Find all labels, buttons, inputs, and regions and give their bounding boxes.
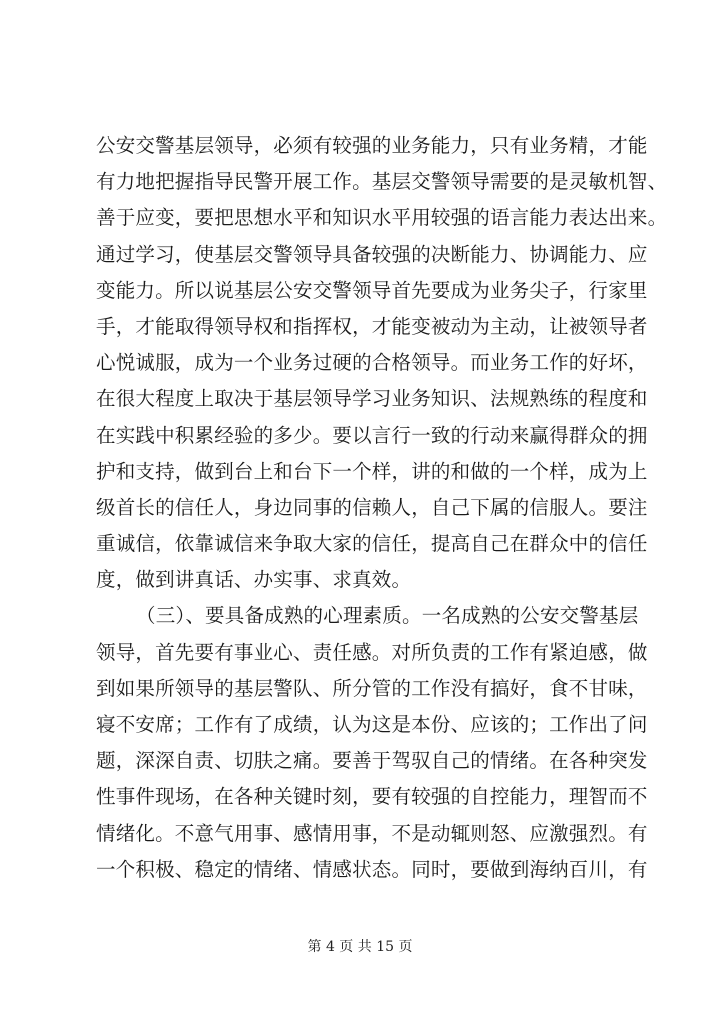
text-line-20: 情绪化。不意气用事、感情用事，不是动辄则怒、应激强烈。有 [96,821,648,845]
text-line-13: 度，做到讲真话、办实事、求真效。 [96,568,412,592]
text-line-5: 变能力。所以说基层公安交警领导首先要成为业务尖子，行家里 [96,278,648,302]
text-line-3: 善于应变，要把思想水平和知识水平用较强的语言能力表达出来。 [96,206,668,230]
section-heading-line: （三）、要具备成熟的心理素质。一名成熟的公安交警基层 [136,604,639,628]
text-line-10: 护和支持，做到台上和台下一个样，讲的和做的一个样，成为上 [96,459,648,483]
text-line-2: 有力地把握指导民警开展工作。基层交警领导需要的是灵敏机智、 [96,170,668,194]
page-number-footer: 第 4 页 共 15 页 [307,939,413,955]
text-line-18: 题，深深自责、切肤之痛。要善于驾驭自己的情绪。在各种突发 [96,749,648,773]
text-line-4: 通过学习，使基层交警领导具备较强的决断能力、协调能力、应 [96,242,648,266]
text-line-17: 寝不安席；工作有了成绩，认为这是本份、应该的；工作出了问 [96,713,648,736]
text-line-8: 在很大程度上取决于基层领导学习业务知识、法规熟练的程度和 [96,387,648,411]
text-line-1: 公安交警基层领导，必须有较强的业务能力，只有业务精，才能 [96,134,648,157]
text-line-9: 在实践中积累经验的多少。要以言行一致的行动来赢得群众的拥 [96,423,648,447]
text-line-16: 到如果所领导的基层警队、所分管的工作没有搞好，食不甘味， [96,676,648,700]
text-line-15: 领导，首先要有事业心、责任感。对所负责的工作有紧迫感，做 [96,640,648,664]
text-line-12: 重诚信，依靠诚信来争取大家的信任，提高自己在群众中的信任 [96,532,648,556]
text-line-21: 一个积极、稳定的情绪、情感状态。同时，要做到海纳百川，有 [96,857,648,881]
text-line-7: 心悦诚服，成为一个业务过硬的合格领导。而业务工作的好坏， [96,351,648,375]
body-text [96,128,668,888]
text-line-11: 级首长的信任人，身边同事的信赖人，自己下属的信服人。要注 [96,495,648,519]
text-line-6: 手，才能取得领导权和指挥权，才能变被动为主动，让被领导者 [96,314,648,338]
text-line-19: 性事件现场，在各种关键时刻，要有较强的自控能力，理智而不 [96,785,648,809]
